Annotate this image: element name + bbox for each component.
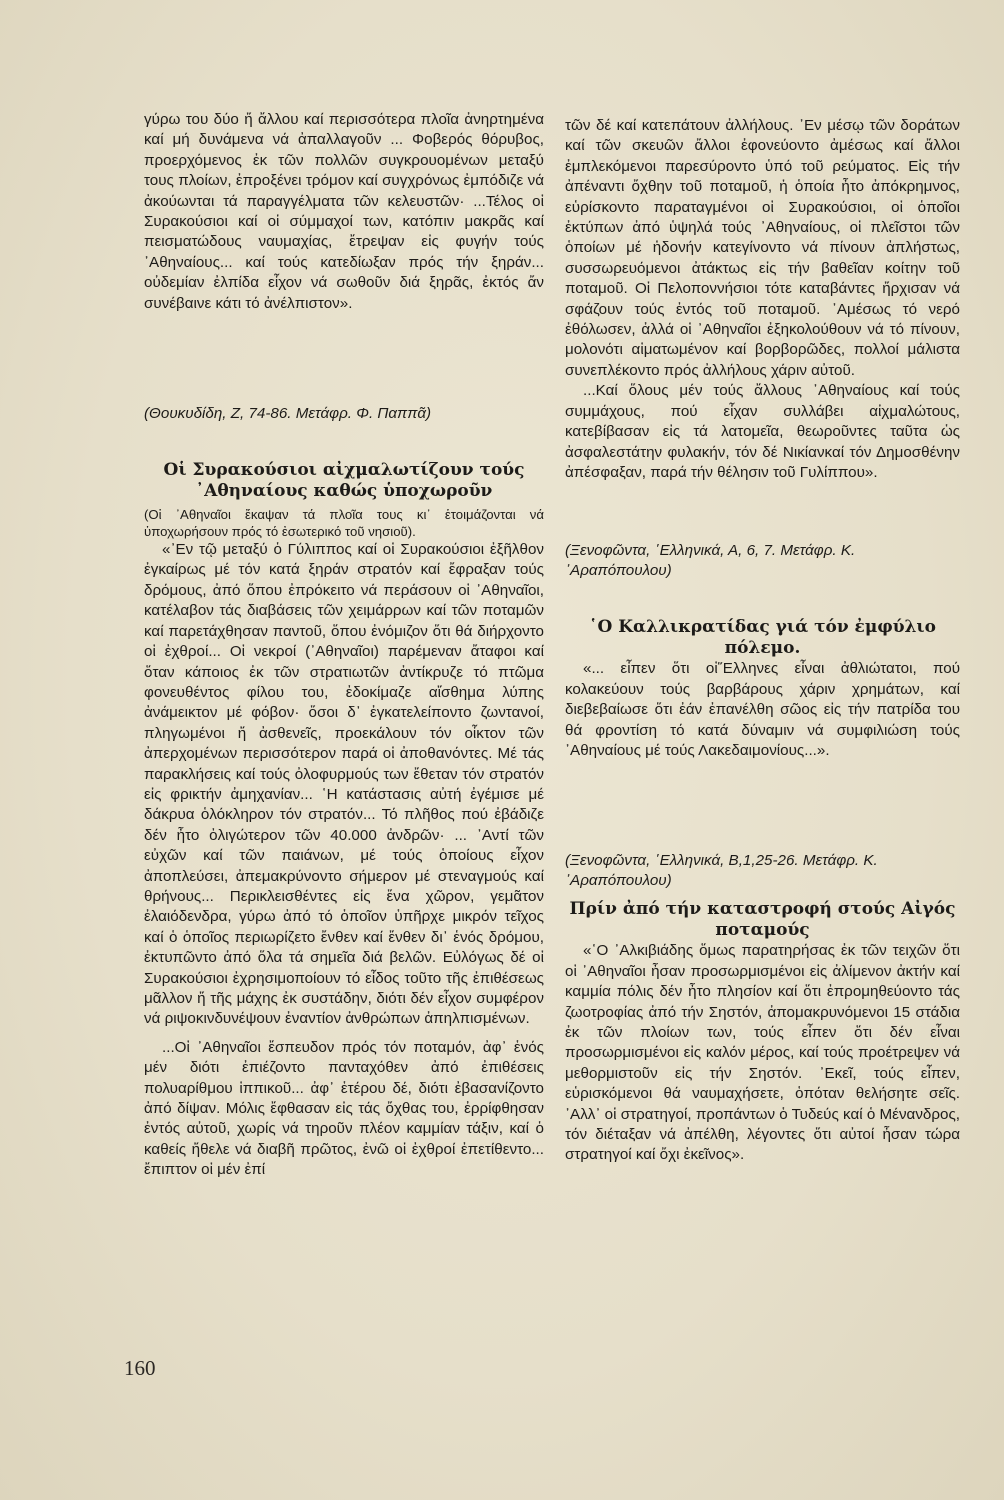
- left-paragraph-3: ...Οἱ ᾿Αθηναῖοι ἔσπευδον πρός τόν ποταμόν, ἀφ᾿ ἑνός μέν διότι ἐπιέζοντο πανταχόθεν ἀπό ἐπιθέσεις πολυαρίθμου ἱππικοῦ... ἀφ᾿ ἑτέρου δέ, διότι ἐβασανίζοντο ἀπό δίψαν. Μόλις ἔφθασαν εἰς τάς ὄχθας του, ἐρρίφθησαν ἐντός αὐτοῦ, χωρίς νά τηροῦν πλέον καμμίαν τάξιν, καί ὁ καθείς ἤθελε νά διαβῆ πρῶτος, ἐνῶ οἱ ἐχθροί ἐπετίθεντο... ἔπιπτον οἱ μέν ἐπί: [144, 1038, 544, 1179]
- right-paragraph-2: ...Καί ὅλους μέν τούς ἄλλους ᾿Αθηναίους καί τούς συμμάχους, πού εἶχαν συλλάβει αἰχμαλώτους, κατεβίβασαν εἰς τά λατομεῖα, θεωροῦντες ταῦτα ὡς ἀσφαλεστάτην φυλακήν, τόν δέ Νικίανκαί τόν Δημοσθένην ἀπέσφαξαν, παρά τήν θέλησιν τοῦ Γυλίππου».: [565, 382, 960, 481]
- left-column: [144, 110, 544, 1181]
- right-column: [565, 116, 960, 1166]
- left-section-heading: Οἱ Συρακούσιοι αἰχμαλωτίζουν τούς ᾿Αθηναίους καθώς ὑποχωροῦν: [163, 460, 525, 502]
- right-section-heading-1: ῾Ο Καλλικρατίδας γιά τόν ἐμφύλιο πόλεμο.: [588, 617, 936, 659]
- right-source-citation-1: (Ξενοφῶντα, ῾Ελληνικά, Α, 6, 7. Μετάφρ. Κ. ᾿Αραπόπουλου): [565, 542, 856, 580]
- right-paragraph-3: «... εἶπεν ὅτι οἱ῞Ελληνες εἶναι ἀθλιώτατοι, πού κολακεύουν τούς βαρβάρους χάριν χρημάτων, καί διεβεβαίωσε ὅτι ἐάν ἐπανέλθη σῶος εἰς τήν πατρίδα του θά φροντίση τό κατά δύναμιν νά συμφιλιώση τούς ᾿Αθηναίους μέ τούς Λακεδαιμονίους...».: [565, 660, 960, 759]
- right-section-heading-2: Πρίν ἀπό τήν καταστροφή στούς Αἰγός ποταμούς: [569, 899, 956, 941]
- left-source-citation: (Θουκυδίδη, Ζ, 74-86. Μετάφρ. Φ. Παππᾶ): [144, 405, 432, 423]
- left-paragraph-1: γύρω του δύο ἤ ἄλλου καί περισσότερα πλοῖα ἀνηρτημένα καί μή δυνάμενα νά ἀπαλλαγοῦν ... Φοβερός θόρυβος, προερχόμενος ἐκ τῶν πολλῶν συγκρουομένων μεταξύ τους πλοίων, ἐπροξένει τρόμον καί συγχρόνως ἐμπόδιζε νά ἀκούωνται τά παραγγέλματα τῶν κελευστῶν· ...Τέλος οἱ Συρακούσιοι καί οἱ σύμμαχοί των, κατόπιν μακρᾶς καί πεισματώδους ναυμαχίας, ἔτρεψαν εἰς φυγήν τούς ᾿Αθηναίους... καί τούς κατεδίωξαν πρός τήν ξηράν... οὐδεμίαν ἐλπίδα εἶχον νά σωθοῦν διά ξηρᾶς, ἐκτός ἄν συνέβαινε κάτι τό ἀνέλπιστον».: [144, 111, 544, 312]
- right-paragraph-4: «῾Ο ᾿Αλκιβιάδης ὅμως παρατηρήσας ἐκ τῶν τειχῶν ὅτι οἱ ᾿Αθηναῖοι ἦσαν προσωρμισμένοι εἰς ἀλίμενον ἀκτήν καί καμμία πόλις δέν ἦτο πλησίον καί ὅτι ἐπρομηθεύοντο τάς ζωοτροφίας ἀπό τήν Σηστόν, ἀπομακρυνόμενοι 15 στάδια ἐκ τῶν πλοίων των, τούς εἶπεν ὅτι δέν εἶναι προσωρμισμένοι εἰς καλόν μέρος, καί τούς προέτρεψεν νά μεθορμιστοῦν εἰς τήν Σηστόν. ᾿Εκεῖ, τούς εἶπεν, εὑρισκόμενοι θά ναυμαχήσετε, ὁπόταν θελήσητε σεῖς. ᾿Αλλ᾿ οἱ στρατηγοί, προπάντων ὁ Τυδεύς καί ὁ Μένανδρος, τόν διέταξαν νά ἀπέλθη, λέγοντες ὅτι αὐτοί ἦσαν τώρα στρατηγοί καί ὄχι ἐκεῖνος».: [565, 942, 960, 1164]
- left-section-note: (Οἱ ᾿Αθηναῖοι ἔκαψαν τά πλοῖα τους κι᾿ ἑτοιμάζονται νά ὑποχωρήσουν πρός τό ἐσωτερικό τοῦ νησιοῦ).: [144, 507, 544, 540]
- right-paragraph-1: τῶν δέ καί κατεπάτουν ἀλλήλους. ᾿Εν μέσῳ τῶν δοράτων καί τῶν σκευῶν ἄλλοι ἐφονεύοντο ἀμέσως καί ἄλλοι ἐμπλεκόμενοι παρεσύροντο ὑπό τοῦ ρεύματος. Εἰς τήν ἀπέναντι ὄχθην τοῦ ποταμοῦ, ἡ ὁποία ἦτο ἀπόκρημνος, εὑρίσκοντο παραταγμένοι οἱ Συρακούσιοι, οἱ ὁποῖοι ἐκτύπων ἀπό ὑψηλά τούς ᾿Αθηναίους, οἱ πλεῖστοι τῶν ὁποίων μέ ἡδονήν κατεγίνοντο νά πίνουν ἀπλήστως, συσσωρευόμενοι ἀτάκτως εἰς τήν βαθεῖαν κοίτην τοῦ ποταμοῦ. Οἱ Πελοποννήσιοι τότε καταβάντες ἤρχισαν νά σφάζουν τούς ἐντός τοῦ ποταμοῦ. ᾿Αμέσως τό νερό ἐθόλωσεν, ἀλλά οἱ ᾿Αθηναῖοι ἐξηκολούθουν νά τό πίνουν, μολονότι αἱματωμένον καί βορβορῶδες, πολλοί μάλιστα συνεπλέκοντο πρός ἀλλήλους χάριν αὐτοῦ.: [565, 117, 960, 379]
- right-source-citation-2: (Ξενοφῶντα, ῾Ελληνικά, Β,1,25-26. Μετάφρ. Κ. ᾿Αραπόπουλου): [565, 852, 878, 890]
- left-paragraph-2: «᾿Εν τῷ μεταξύ ὁ Γύλιππος καί οἱ Συρακούσιοι ἐξῆλθον ἐγκαίρως μέ τόν κατά ξηράν στρατόν καί ἔφραξαν τούς δρόμους, ἀπό ὅπου ἐπρόκειτο νά περάσουν οἱ ᾿Αθηναῖοι, κατέλαβον τάς διαβάσεις τῶν χειμάρρων καί τῶν ποταμῶν καί παρετάχθησαν παντοῦ, ὅπου ἐνόμιζον ὅτι θά διήρχοντο οἱ ἐχθροί... Οἱ νεκροί (᾿Αθηναῖοι) παρέμεναν ἄταφοι καί ὅταν κάποιος ἐκ τῶν στρατιωτῶν ἀντίκρυζε τό πτῶμα φονευθέντος φίλου του, ἐδοκίμαζε αἴσθημα λύπης ἀνάμεικτον μέ φόβον· ὅσοι δ᾿ ἐγκατελείποντο ζωντανοί, πληγωμένοι ἤ ἀσθενεῖς, προεκάλουν τόν οἶκτον τῶν ἀπερχομένων περισσότερον παρά οἱ ἀποθανόντες. Μέ τάς παρακλήσεις καί τούς ὀλοφυρμούς των ἔθεταν τόν στρατόν εἰς φρικτήν ἀμηχανίαν... ῾Η κατάστασις αὐτή ἐγέμισε μέ δάκρυα ὁλόκληρον τόν στρατόν... Τό πλῆθος πού ἐβάδιζε δέν ἦτο ὀλιγώτερον τῶν 40.000 ἀνδρῶν· ... ᾿Αντί τῶν εὐχῶν καί τῶν παιάνων, μέ τούς ὁποίους εἶχον ἀποπλεύσει, ἀπεμακρύνοντο σήμερον μέ στεναγμούς καί θρήνους... Περικλεισθέντες εἰς ἕνα χῶρον, γεμᾶτον ἐλαιόδενδρα, γύρω ἀπό τό ὁποῖον ὑπῆρχε μικρόν τεῖχος καί ὁ ὁποῖος περιωρίζετο ἔνθεν καί ἔνθεν δι᾿ ἑνός δρόμου, ἐκτυπῶντο ἀπό ὅλα τά σημεῖα διά βελῶν. Εὐλόγως δέ οἱ Συρακούσιοι ἐχρησιμοποίουν τό εἶδος τοῦτο τῆς ἐπιθέσεως μᾶλλον ἤ τῆς μάχης ἐκ συστάδην, διότι δέν εἶχον συμφέρον νά ριψοκινδυνέψουν ἐναντίον ἀνθρώπων ἀπηλπισμένων.: [144, 541, 544, 1028]
- page-number: 160: [124, 1356, 156, 1380]
